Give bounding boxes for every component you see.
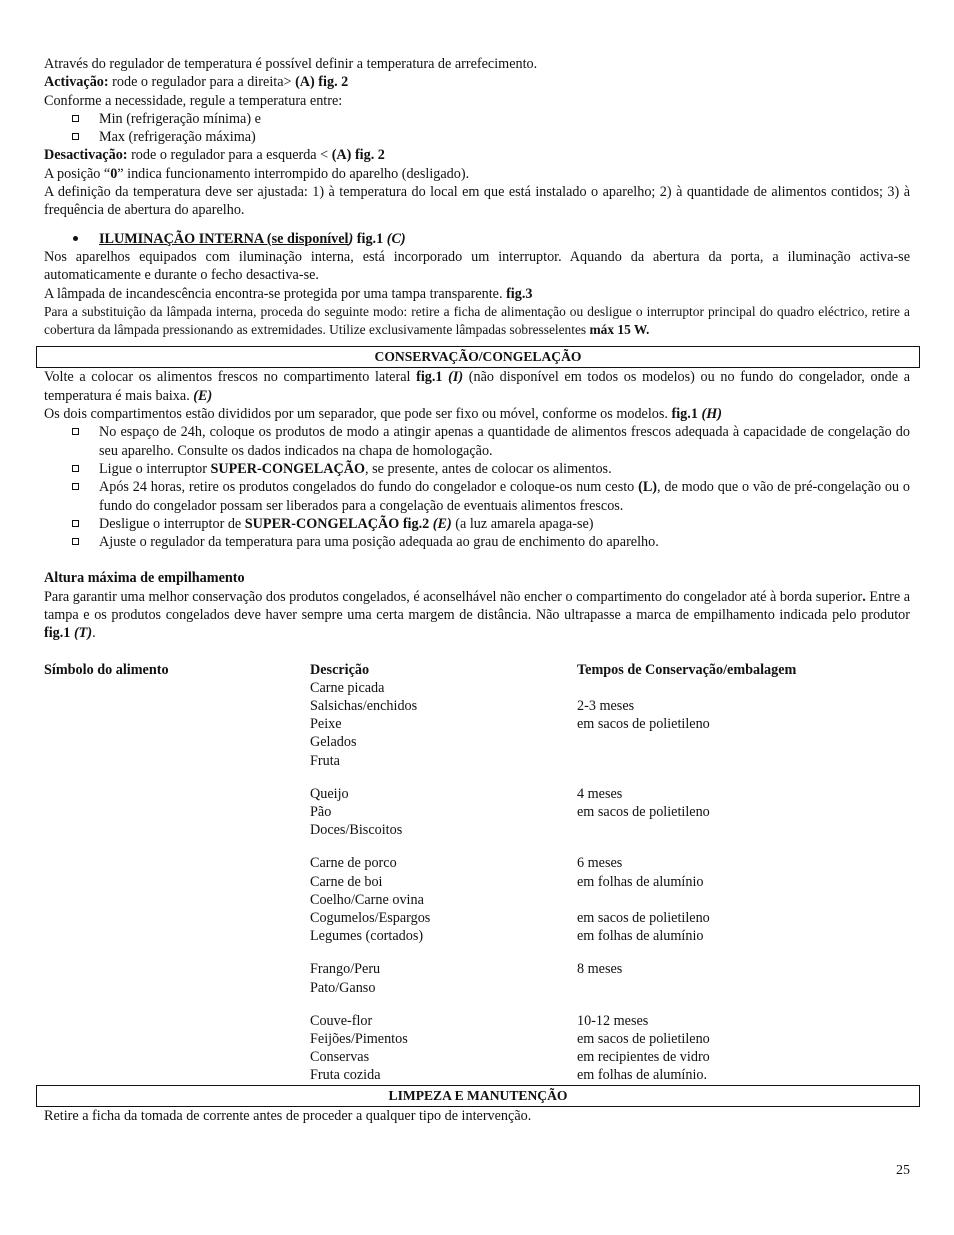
table-cell-symbol [44,1066,310,1084]
table-cell-symbol [44,679,310,697]
table-cell-time: em sacos de polietileno [577,804,710,821]
table-row [44,909,910,927]
table-cell-symbol [44,733,310,751]
table-row [44,752,910,770]
table-cell-description: Salsichas/enchidos [310,698,418,715]
table-group [44,785,910,840]
table-cell-symbol [44,697,310,715]
list-item: Max (refrigeração máxima) [44,128,910,146]
table-header-description: Descrição [310,661,370,678]
activation-line: Activação: rode o regulador para a direita> (A) fig. 2 [44,74,349,91]
table-cell-time: 6 meses [577,855,623,872]
table-cell-time: em recipientes de vidro [577,1049,710,1066]
table-cell-time [577,979,910,997]
table-group [44,854,910,945]
table-row [44,1066,910,1084]
table-cell-description: Pato/Ganso [310,979,376,996]
table-header-symbol: Símbolo do alimento [44,661,169,678]
list-item: Ligue o interruptor SUPER-CONGELAÇÃO, se presente, antes de colocar os alimentos. [44,460,910,478]
lamp-paragraph-1: Nos aparelhos equipados com iluminação interna, está incorporado um interruptor. Aquando da abertura da porta, a iluminação activa-se automaticamente e durante o fecho desactiva-se. [44,248,910,284]
table-header-times: Tempos de Conservação/embalagem [577,661,797,678]
table-row [44,1048,910,1066]
table-cell-description: Frango/Peru [310,961,381,978]
table-cell-time: 2-3 meses [577,698,635,715]
checkbox-bullet-icon [72,133,79,140]
table-row [44,960,910,978]
table-cell-symbol [44,909,310,927]
lamp-paragraph-3: Para a substituição da lâmpada interna, proceda do seguinte modo: retire a ficha de alimentação ou desligue o interruptor principal do quadro eléctrico, retire a cobertura da lâmpada pressionando as extremidades. Utilize exclusivamente lâmpadas sobresselentes máx 15 W. [44,303,910,338]
table-cell-symbol [44,927,310,945]
checkbox-bullet-icon [72,115,79,122]
table-cell-description: Carne de porco [310,855,397,872]
table-row [44,891,910,909]
document-page [44,55,910,1125]
list-item: Min (refrigeração mínima) e [44,110,910,128]
table-cell-time: em sacos de polietileno [577,1031,710,1048]
table-row [44,679,910,697]
table-group [44,1012,910,1085]
food-table [44,661,910,1085]
table-row [44,821,910,839]
list-item: Desligue o interruptor de SUPER-CONGELAÇÃO fig.2 (E) (a luz amarela apaga-se) [44,515,910,533]
table-cell-symbol [44,715,310,733]
position-line: A posição “0” indica funcionamento interrompido do aparelho (desligado). [44,165,470,182]
table-cell-description: Coelho/Carne ovina [310,891,424,908]
table-cell-symbol [44,854,310,872]
table-row [44,803,910,821]
table-cell-description: Couve-flor [310,1012,373,1029]
table-group [44,960,910,996]
table-cell-time [577,891,910,909]
deactivation-line: Desactivação: rode o regulador para a esquerda < (A) fig. 2 [44,147,385,164]
table-cell-description: Gelados [310,734,357,751]
section-title-cleaning: LIMPEZA E MANUTENÇÃO [36,1085,920,1107]
list-item: Ajuste o regulador da temperatura para uma posição adequada ao grau de enchimento do aparelho. [44,533,910,551]
table-cell-symbol [44,1012,310,1030]
table-cell-symbol [44,752,310,770]
table-cell-time: em folhas de alumínio [577,873,704,890]
table-cell-symbol [44,891,310,909]
section-title-conservation: CONSERVAÇÃO/CONGELAÇÃO [36,346,920,368]
table-cell-time: em folhas de alumínio. [577,1067,708,1084]
conservation-paragraph-1: Volte a colocar os alimentos frescos no compartimento lateral fig.1 (I) (não disponível em todos os modelos) ou no fundo do congelador, onde a temperatura é mais baixa. (E) [44,369,910,404]
table-row [44,785,910,803]
table-cell-time [577,733,910,751]
table-header-row [44,661,910,679]
bullet-icon [73,236,78,241]
table-body [44,679,910,1085]
table-row [44,697,910,715]
table-cell-time: 8 meses [577,961,623,978]
table-cell-time: 4 meses [577,785,623,802]
checkbox-bullet-icon [72,465,79,472]
lamp-heading: ILUMINAÇÃO INTERNA (se disponível) fig.1 (C) [44,230,910,248]
table-group [44,679,910,770]
table-cell-description: Legumes (cortados) [310,928,424,945]
intro-line: Através do regulador de temperatura é possível definir a temperatura de arrefecimento. [44,56,538,72]
checkbox-bullet-icon [72,520,79,527]
table-row [44,979,910,997]
table-cell-symbol [44,979,310,997]
table-row [44,927,910,945]
stacking-heading: Altura máxima de empilhamento [44,570,245,587]
table-cell-symbol [44,960,310,978]
cleaning-paragraph: Retire a ficha da tomada de corrente antes de proceder a qualquer tipo de intervenção. [44,1107,532,1124]
table-row [44,733,910,751]
table-cell-description: Fruta cozida [310,1067,381,1084]
conservation-paragraph-2: Os dois compartimentos estão divididos por um separador, que pode ser fixo ou móvel, conforme os modelos. fig.1 (H) [44,406,722,423]
table-cell-description: Feijões/Pimentos [310,1031,408,1048]
table-cell-description: Cogumelos/Espargos [310,910,431,927]
stacking-paragraph: Para garantir uma melhor conservação dos produtos congelados, é aconselhável não encher o compartimento do congelador até à borda superior. Entre a tampa e os produtos congelados deve haver sempre uma certa margem de distância. Não ultrapasse a marca de empilhamento indicada pelo produtor fig.1 (T). [44,588,910,642]
checkbox-bullet-icon [72,428,79,435]
table-cell-time: 10-12 meses [577,1012,649,1029]
table-cell-time: em sacos de polietileno [577,910,710,927]
lamp-paragraph-2: A lâmpada de incandescência encontra-se protegida por uma tampa transparente. fig.3 [44,285,533,302]
table-cell-time [577,821,910,839]
list-item: No espaço de 24h, coloque os produtos de modo a atingir apenas a quantidade de alimentos frescos adequada à capacidade de congelação do seu aparelho. Consulte os dados indicados na chapa de homologação. [44,423,910,460]
definition-paragraph: A definição da temperatura deve ser ajustada: 1) à temperatura do local em que está instalado o aparelho; 2) à quantidade de alimentos contidos; 3) à frequência de abertura do aparelho. [44,184,910,219]
table-cell-symbol [44,785,310,803]
table-cell-description: Doces/Biscoitos [310,822,403,839]
table-cell-time: em folhas de alumínio [577,928,704,945]
table-cell-description: Peixe [310,716,342,733]
table-cell-symbol [44,803,310,821]
table-cell-time: em sacos de polietileno [577,716,710,733]
table-cell-description: Pão [310,804,332,821]
table-cell-description: Fruta [310,752,340,769]
page-number: 25 [896,1163,910,1178]
table-cell-symbol [44,1048,310,1066]
table-cell-symbol [44,873,310,891]
table-cell-time [577,679,910,697]
checkbox-bullet-icon [72,538,79,545]
table-row [44,873,910,891]
table-cell-description: Carne picada [310,679,385,696]
table-cell-symbol [44,1030,310,1048]
range-line: Conforme a necessidade, regule a temperatura entre: [44,92,343,109]
table-cell-description: Carne de boi [310,873,383,890]
table-cell-time [577,752,910,770]
table-row [44,1030,910,1048]
table-row [44,715,910,733]
table-cell-description: Queijo [310,785,349,802]
table-row [44,854,910,872]
table-cell-description: Conservas [310,1049,370,1066]
table-row [44,1012,910,1030]
table-cell-symbol [44,821,310,839]
list-item: Após 24 horas, retire os produtos congelados do fundo do congelador e coloque-os num cesto (L), de modo que o vão de pré-congelação ou o fundo do congelador possam ser liberados para a congelação de eventuais alimentos frescos. [44,478,910,515]
checkbox-bullet-icon [72,483,79,490]
